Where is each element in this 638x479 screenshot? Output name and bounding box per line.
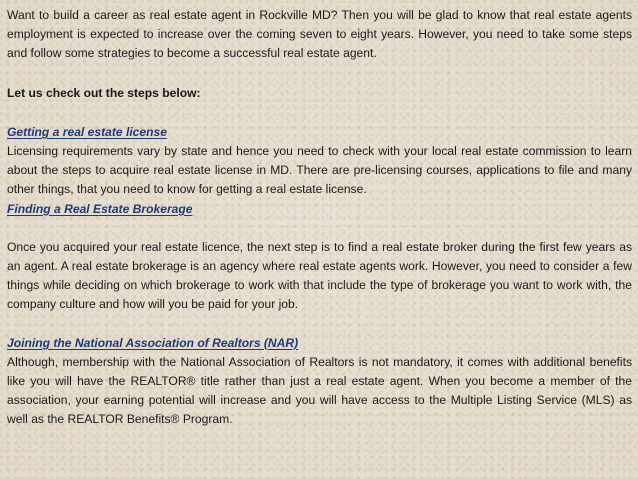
document-page — [7, 6, 632, 430]
section-heading-license: Getting a real estate license — [7, 124, 167, 139]
paragraph-spacer — [7, 219, 632, 238]
section-body-license: Licensing requirements vary by state and hence you need to check with your local real estate commission to learn about the steps to acquire real estate license in MD. There are pre-licensing courses, applications to file and many other things, that you need to know for getting a real estate license. — [7, 144, 632, 197]
section-heading-brokerage: Finding a Real Estate Brokerage — [7, 201, 193, 216]
section-body-nar: Although, membership with the National Association of Realtors is not mandatory, it comes with additional benefits like you will have the REALTOR® title rather than just a real estate agent. When you become a member of the association, your earning potential will increase and you will have access to the Multiple Listing Service (MLS) as well as the REALTOR Benefits® Program. — [7, 354, 632, 427]
section-heading-nar: Joining the National Association of Realtors (NAR) — [7, 335, 299, 350]
steps-lead-text: Let us check out the steps below: — [7, 85, 201, 100]
section-body-brokerage: Once you acquired your real estate licence, the next step is to find a real estate broker during the first few years as an agent. A real estate brokerage is an agency where real estate agents work. However, you need to consider a few things while deciding on which brokerage to work with that include the type of brokerage you want to work with, the company culture and how will you be paid for your job. — [7, 239, 632, 312]
intro-paragraph: Want to build a career as real estate agent in Rockville MD? Then you will be glad to know that real estate agents employment is expected to increase over the coming seven to eight years. However, you need to take some steps and follow some strategies to become a successful real estate agent. — [7, 8, 632, 61]
